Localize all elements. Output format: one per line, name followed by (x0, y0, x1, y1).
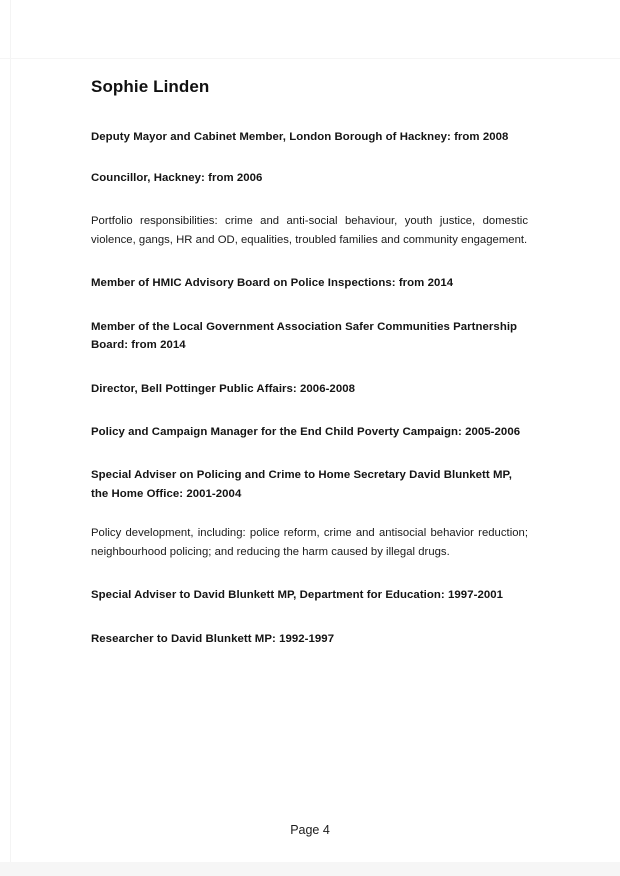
cv-entry-special-adviser-home-office: Special Adviser on Policing and Crime to Home Secretary David Blunkett MP, the Home Office: 2001-2004 (91, 469, 512, 500)
scan-edge-artifact-bottom (0, 862, 620, 876)
cv-paragraph-portfolio-responsibilities: Portfolio responsibilities: crime and anti-social behaviour, youth justice, domestic violence, gangs, HR and OD, equalities, troubled families and community engagement. (91, 215, 528, 247)
cv-entry-hmic-advisory-board: Member of HMIC Advisory Board on Police Inspections: from 2014 (91, 277, 454, 290)
scan-edge-artifact-top (0, 58, 620, 59)
cv-paragraph-policy-development: Policy development, including: police reform, crime and antisocial behavior reduction; neighbourhood policing; and reducing the harm caused by illegal drugs. (91, 527, 528, 559)
cv-entry-bell-pottinger-director: Director, Bell Pottinger Public Affairs: 2006-2008 (91, 382, 356, 395)
cv-entry-special-adviser-education: Special Adviser to David Blunkett MP, Department for Education: 1997-2001 (91, 589, 504, 602)
cv-entry-councillor: Councillor, Hackney: from 2006 (91, 171, 263, 184)
page-number-footer: Page 4 (290, 823, 330, 837)
scan-edge-artifact-left (10, 0, 11, 876)
cv-entry-end-child-poverty-campaign: Policy and Campaign Manager for the End Child Poverty Campaign: 2005-2006 (91, 426, 521, 438)
document-body (91, 76, 528, 670)
cv-entry-deputy-mayor: Deputy Mayor and Cabinet Member, London Borough of Hackney: from 2008 (91, 131, 509, 144)
cv-entry-researcher: Researcher to David Blunkett MP: 1992-1997 (91, 632, 335, 645)
cv-entry-lga-safer-communities: Member of the Local Government Association Safer Communities Partnership Board: from 2014 (91, 320, 518, 352)
page-title: Sophie Linden (91, 77, 210, 96)
